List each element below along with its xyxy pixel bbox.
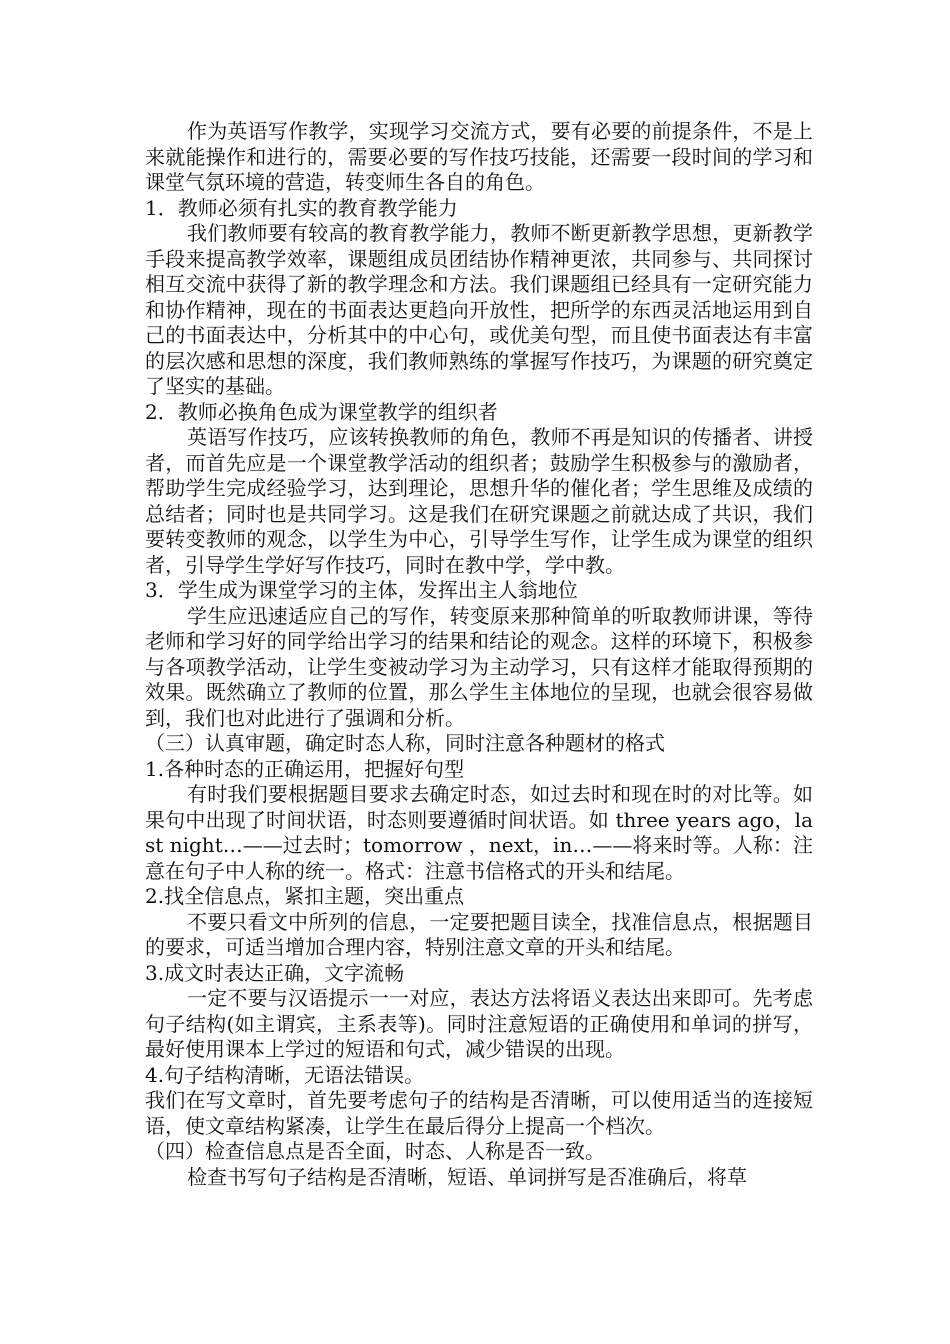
paragraph-student-subject: 学生应迅速适应自己的写作，转变原来那种简单的听取教师讲课，等待老师和学习好的同学给出学习的结果和结论的观念。这样的环境下，积极参与各项教学活动，让学生变被动学习为主动学习，只有这样才能取得预期的效果。既然确立了教师的位置，那么学生主体地位的呈现，也就会很容易做到，我们也对此进行了强调和分析。 xyxy=(145,603,813,730)
heading-tense-usage: 1.各种时态的正确运用，把握好句型 xyxy=(145,756,465,781)
heading-info-points: 2.找全信息点，紧扣主题，突出重点 xyxy=(145,884,465,908)
heading-student-subject: 3．学生成为课堂学习的主体，发挥出主人翁地位 xyxy=(145,578,578,602)
heading-expression: 3.成文时表达正确，文字流畅 xyxy=(145,960,405,985)
heading-section-three: （三）认真审题，确定时态人称，同时注意各种题材的格式 xyxy=(145,731,665,755)
heading-section-four: （四）检查信息点是否全面，时态、人称是否一致。 xyxy=(145,1139,605,1163)
paragraph-expression: 一定不要与汉语提示一一对应，表达方法将语义表达出来即可。先考虑句子结构(如主谓宾，主系表等)。同时注意短语的正确使用和单词的拼写，最好使用课本上学过的短语和句式，减少错误的出现。 xyxy=(145,986,813,1061)
heading-teacher-role: 2．教师必换角色成为课堂教学的组织者 xyxy=(145,399,498,424)
paragraph-sentence-structure: 我们在写文章时，首先要考虑句子的结构是否清晰，可以使用适当的连接短语，使文章结构紧凑，让学生在最后得分上提高一个档次。 xyxy=(145,1088,813,1138)
paragraph-teacher-role: 英语写作技巧，应该转换教师的角色，教师不再是知识的传播者、讲授者，而首先应是一个课堂教学活动的组织者；鼓励学生积极参与的激励者，帮助学生完成经验学习，达到理论，思想升华的催化者；学生思维及成绩的总结者；同时也是共同学习。这是我们在研究课题之前就达成了共识，我们要转变教师的观念，以学生为中心，引导学生写作，让学生成为课堂的组织者，引导学生学好写作技巧，同时在教中学，学中教。 xyxy=(145,425,813,577)
heading-sentence-structure: 4.句子结构清晰，无语法错误。 xyxy=(145,1062,425,1087)
document-page xyxy=(145,119,813,1190)
paragraph-teacher-ability: 我们教师要有较高的教育教学能力，教师不断更新教学思想，更新教学手段来提高教学效率，课题组成员团结协作精神更浓，共同参与、共同探讨相互交流中获得了新的教学理念和方法。我们课题组已经具有一定研究能力和协作精神，现在的书面表达更趋向开放性，把所学的东西灵活地运用到自己的书面表达中，分析其中的中心句，或优美句型，而且使书面表达有丰富的层次感和思想的深度，我们教师熟练的掌握写作技巧，为课题的研究奠定了坚实的基础。 xyxy=(145,221,813,398)
heading-teacher-ability: 1．教师必须有扎实的教育教学能力 xyxy=(145,195,458,220)
paragraph-check: 检查书写句子结构是否清晰，短语、单词拼写是否准确后，将草 xyxy=(187,1164,747,1189)
paragraph-tense-usage: 有时我们要根据题目要求去确定时态，如过去时和现在时的对比等。如果句中出现了时间状语，时态则要遵循时间状语。如 three years ago，last night…——过去时；tomorrow ，next，in…——将来时等。人称：注意在句子中人称的统一。格式：注意书信格式的开头和结尾。 xyxy=(145,782,813,883)
paragraph-info-points: 不要只看文中所列的信息，一定要把题目读全，找准信息点，根据题目的要求，可适当增加合理内容，特别注意文章的开头和结尾。 xyxy=(145,909,813,959)
paragraph-intro: 作为英语写作教学，实现学习交流方式，要有必要的前提条件，不是上来就能操作和进行的，需要必要的写作技巧技能，还需要一段时间的学习和课堂气氛环境的营造，转变师生各自的角色。 xyxy=(145,119,813,194)
